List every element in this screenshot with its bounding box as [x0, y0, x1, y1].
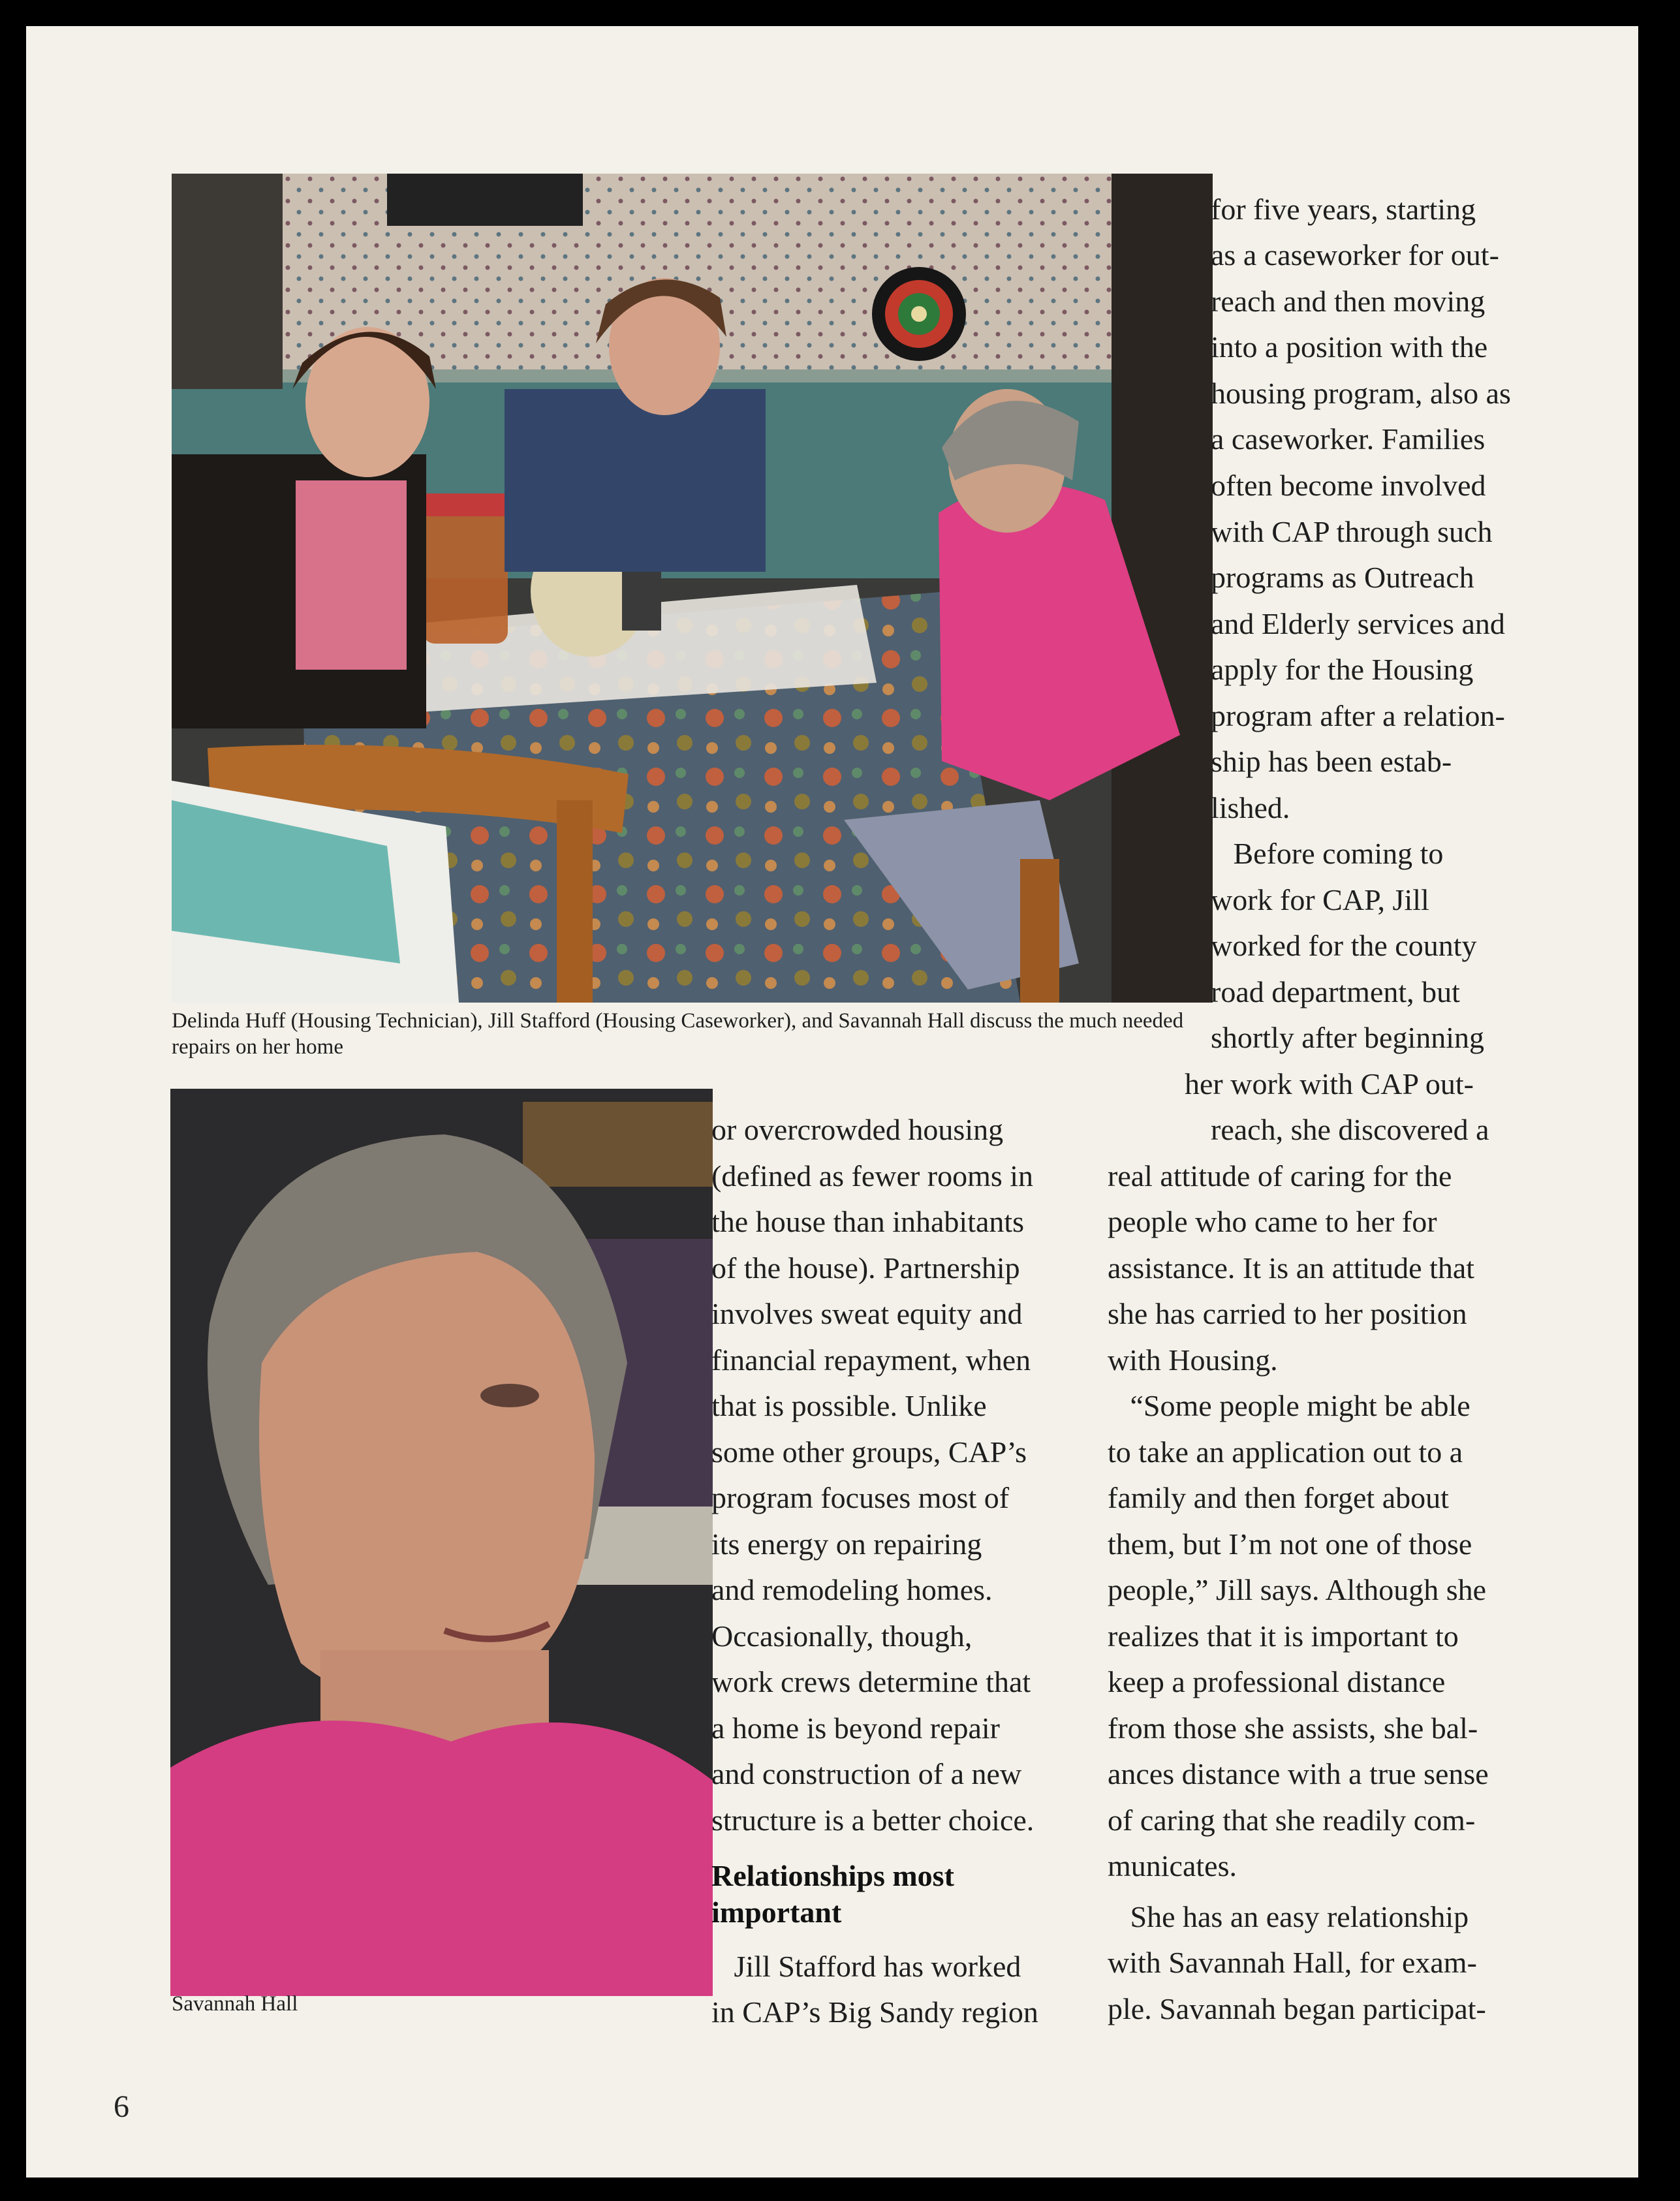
text-line: a caseworker. Families	[1211, 422, 1486, 456]
text-line: work crews determine that	[711, 1665, 1031, 1698]
text-line: assistance. It is an attitude that	[1108, 1251, 1475, 1285]
text-line: people,” Jill says. Although she	[1108, 1573, 1487, 1606]
text-line: people who came to her for	[1108, 1205, 1437, 1238]
text-line: realizes that it is important to	[1108, 1619, 1459, 1653]
text-line: that is possible. Unlike	[711, 1389, 987, 1422]
text-line: “Some people might be able	[1108, 1389, 1470, 1422]
text-line: ple. Savannah began participat-	[1108, 1992, 1486, 2025]
text-line: and construction of a new	[711, 1757, 1022, 1790]
text-line: of the house). Partnership	[711, 1251, 1020, 1285]
text-line: to take an application out to a	[1108, 1435, 1463, 1469]
text-line: road department, but	[1211, 975, 1460, 1008]
text-line: reach and then moving	[1211, 285, 1486, 318]
text-line: keep a professional distance	[1108, 1665, 1446, 1698]
text-line: ances distance with a true sense	[1108, 1757, 1489, 1790]
text-line: for five years, starting	[1211, 193, 1476, 226]
text-line: some other groups, CAP’s	[711, 1435, 1027, 1469]
text-line: with Savannah Hall, for exam-	[1108, 1946, 1477, 1979]
text-line: ship has been estab-	[1211, 745, 1452, 778]
text-line: family and then forget about	[1108, 1481, 1449, 1514]
kitchen-photo-caption: Delinda Huff (Housing Technician), Jill Stafford (Housing Caseworker), and Savannah Hall discuss the much needed repairs on her home	[172, 1009, 1184, 1059]
text-line: financial repayment, when	[711, 1343, 1031, 1377]
text-line: lished.	[1211, 791, 1290, 824]
text-line: she has carried to her position	[1108, 1297, 1467, 1330]
text-line: shortly after beginning	[1211, 1021, 1485, 1054]
text-line: its energy on repairing	[711, 1527, 982, 1561]
text-line: She has an easy relationship	[1108, 1900, 1469, 1933]
text-line: or overcrowded housing	[711, 1113, 1004, 1146]
text-line: in CAP’s Big Sandy region	[711, 1995, 1038, 2029]
text-line: with CAP through such	[1211, 515, 1493, 548]
text-line: municates.	[1108, 1849, 1237, 1882]
text-line: programs as Outreach	[1211, 561, 1474, 594]
text-line: worked for the county	[1211, 929, 1477, 962]
text-line: often become involved	[1211, 469, 1486, 502]
text-line: program focuses most of	[711, 1481, 1010, 1514]
text-line: structure is a better choice.	[711, 1803, 1034, 1837]
portrait-caption: Savannah Hall	[172, 1992, 298, 2016]
text-line: the house than inhabitants	[711, 1205, 1025, 1238]
text-line: her work with CAP out-	[1185, 1067, 1474, 1100]
kitchen-table-photo	[172, 174, 1213, 1003]
text-line: of caring that she readily com-	[1108, 1803, 1476, 1837]
text-line: reach, she discovered a	[1211, 1113, 1489, 1146]
text-line: a home is beyond repair	[711, 1711, 1000, 1745]
text-line: program after a relation-	[1211, 699, 1505, 732]
text-line: as a caseworker for out-	[1211, 238, 1499, 272]
magazine-page	[26, 26, 1638, 2178]
text-line: real attitude of caring for the	[1108, 1159, 1452, 1193]
text-line: them, but I’m not one of those	[1108, 1527, 1472, 1561]
text-line: Jill Stafford has worked	[711, 1950, 1021, 1983]
text-line: with Housing.	[1108, 1343, 1278, 1377]
text-line: and Elderly services and	[1211, 607, 1505, 640]
text-line: and remodeling homes.	[711, 1573, 993, 1606]
section-subheading: Relationships most important	[711, 1859, 954, 1929]
page-number: 6	[114, 2089, 129, 2124]
text-line: from those she assists, she bal-	[1108, 1711, 1478, 1745]
text-line: involves sweat equity and	[711, 1297, 1023, 1330]
text-line: (defined as fewer rooms in	[711, 1159, 1034, 1193]
text-line: housing program, also as	[1211, 377, 1511, 410]
text-line: Occasionally, though,	[711, 1619, 972, 1653]
text-line: into a position with the	[1211, 330, 1488, 364]
text-line: Before coming to	[1211, 837, 1444, 870]
text-line: work for CAP, Jill	[1211, 883, 1429, 916]
text-line: apply for the Housing	[1211, 653, 1474, 686]
savannah-hall-portrait-photo	[170, 1089, 713, 1996]
